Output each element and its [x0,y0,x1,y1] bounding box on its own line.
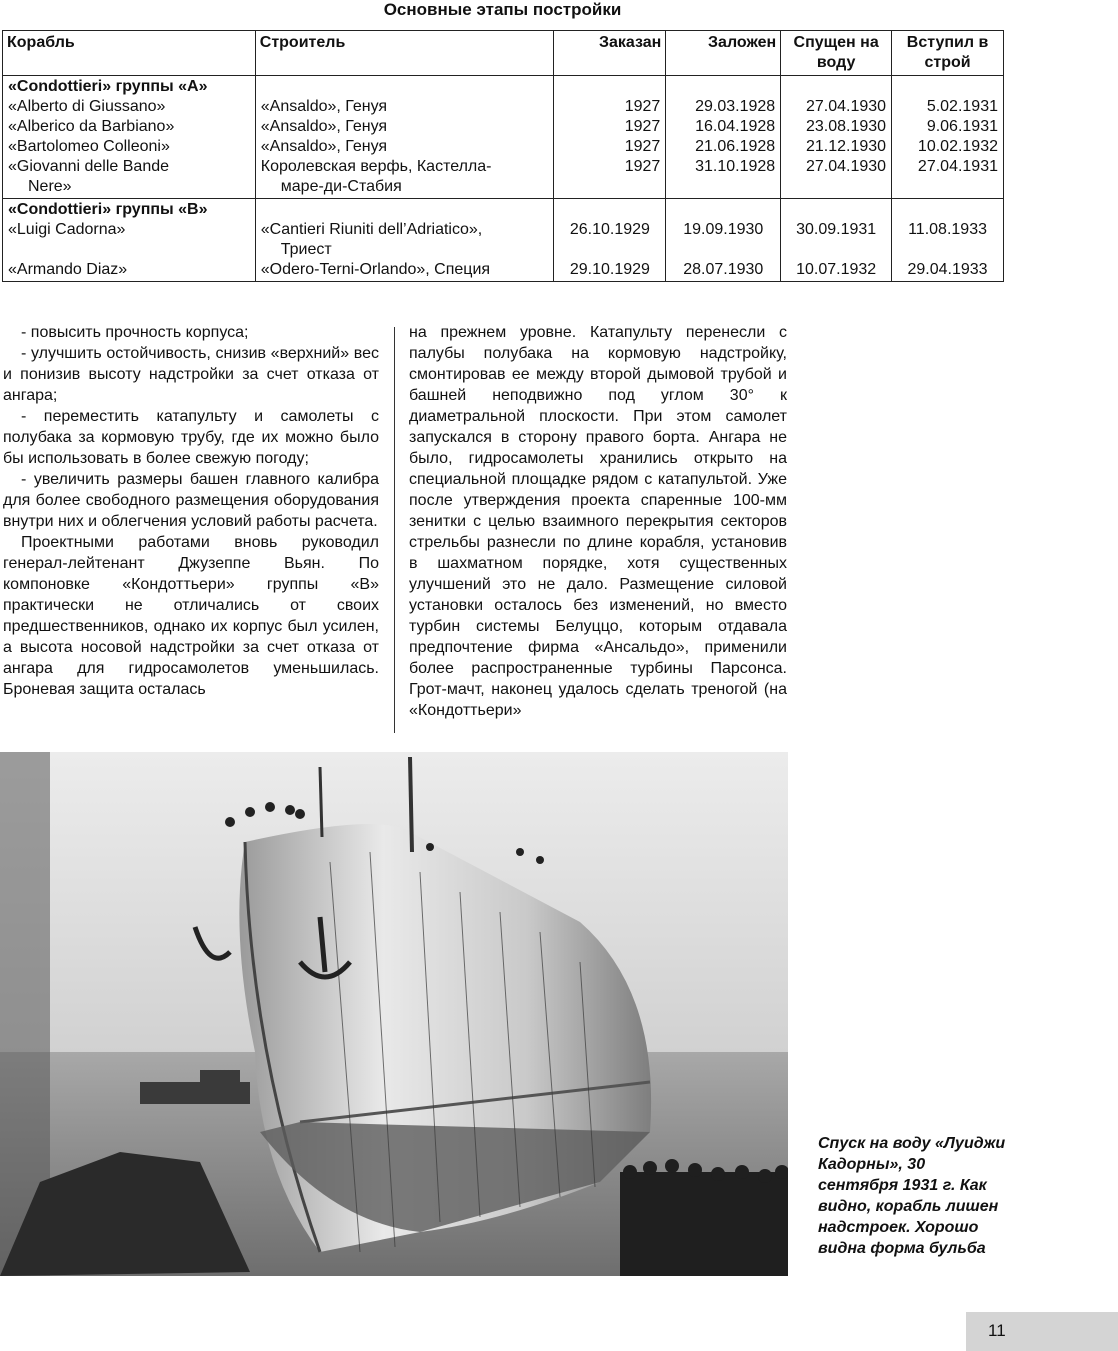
group-a-label: «Condottieri» группы «А» [8,78,208,95]
table-row-group-a [3,76,1004,199]
group-b-launched: 30.09.1931 10.07.1932 [781,199,892,282]
group-a-laid-down: 29.03.1928 16.04.1928 21.06.1928 31.10.1928 [666,76,781,199]
group-a-builders: «Ansaldo», Генуя «Ansaldo», Генуя «Ansaldo», Генуя Королевская верфь, Кастелла- маре-ди-Стабия [255,76,554,199]
table-row-group-b [3,199,1004,282]
header-laid-down: Заложен [666,31,781,76]
group-a-ordered: 1927 1927 1927 1927 [554,76,666,199]
paragraph: на прежнем уровне. Катапульту перенесли с палубы полубака на кормовую надстройку, смонтировав ее между второй дымовой трубой и башней неподвижно под углом 30° к диаметральной плоскости. При этом самолет запускался в сторону правого борта. Ангара не было, гидросамолеты хранились открыто на специальной площадке рядом с катапультой. Уже после утверждения проекта спаренные 100-мм зенитки с целью взаимного перекрытия секторов стрельбы разнесли по длине корабля, установив в шахматном порядке, хотя существенных улучшений это не дало. Размещение силовой установки осталось без изменений, но вместо турбин системы Белуццо, которым отдавала предпочтение фирма «Ансальдо», применили более распространенные турбины Парсонса. Грот-мачт, наконец удалось сделать треногой (на «Кондоттьери» [409,324,787,719]
group-b-cell: «Condottieri» группы «В» «Luigi Cadorna» «Armando Diaz» [3,199,256,282]
photo-caption: Спуск на воду «Луиджи Кадорны», 30 сентября 1931 г. Как видно, корабль лишен надстроек. Хорошо видна форма бульба [818,1135,1006,1257]
paragraph: Проектными работами вновь руководил генерал-лейтенант Джузеппе Вьян. По компоновке «Кондоттьери» группы «В» практически не отличались от своих предшественников, однако их корпус был усилен, а высота носовой надстройки за счет отказа от ангара для гидросамолетов уменьшилась. Броневая защита осталась [3,534,379,698]
ship-launch-photo [0,752,788,1276]
page-number-box [966,1312,1118,1351]
group-b-laid-down: 19.09.1930 28.07.1930 [666,199,781,282]
page-number: 11 [988,1321,1006,1340]
table-title: Основные этапы постройки [383,0,622,19]
group-b-ordered: 26.10.1929 29.10.1929 [554,199,666,282]
group-b-label: «Condottieri» группы «В» [8,201,208,218]
construction-stages-table [2,30,1004,282]
body-text-right-column [409,322,787,721]
paragraph: - переместить катапульту и самолеты с полубака за кормовую трубу, где их можно было бы использовать в более свежую погоду; [3,408,379,467]
paragraph: - улучшить остойчивость, снизив «верхний» вес и понизив высоту надстройки за счет отказа от ангара; [3,345,379,404]
group-a-commissioned: 5.02.1931 9.06.1931 10.02.1932 27.04.1931 [892,76,1004,199]
header-ship: Корабль [3,31,256,76]
header-commissioned: Вступил в строй [892,31,1004,76]
paragraph: - увеличить размеры башен главного калибра для более свободного размещения оборудования внутри них и облегчения условий работы расчета. [3,471,379,530]
header-launched: Спущен на воду [781,31,892,76]
table-header-row [3,31,1004,76]
header-builder: Строитель [255,31,554,76]
group-a-cell: «Condottieri» группы «А» «Alberto di Giussano» «Alberico da Barbiano» «Bartolomeo Colleoni» «Giovanni delle Bande Nere» [3,76,256,199]
header-ordered: Заказан [554,31,666,76]
group-a-launched: 27.04.1930 23.08.1930 21.12.1930 27.04.1930 [781,76,892,199]
group-b-builders: «Cantieri Riuniti dell’Adriatico», Триест «Odero-Terni-Orlando», Специя [255,199,554,282]
group-b-commissioned: 11.08.1933 29.04.1933 [892,199,1004,282]
paragraph: - повысить прочность корпуса; [21,324,249,341]
body-text-left-column [3,322,379,700]
column-divider [394,327,395,733]
